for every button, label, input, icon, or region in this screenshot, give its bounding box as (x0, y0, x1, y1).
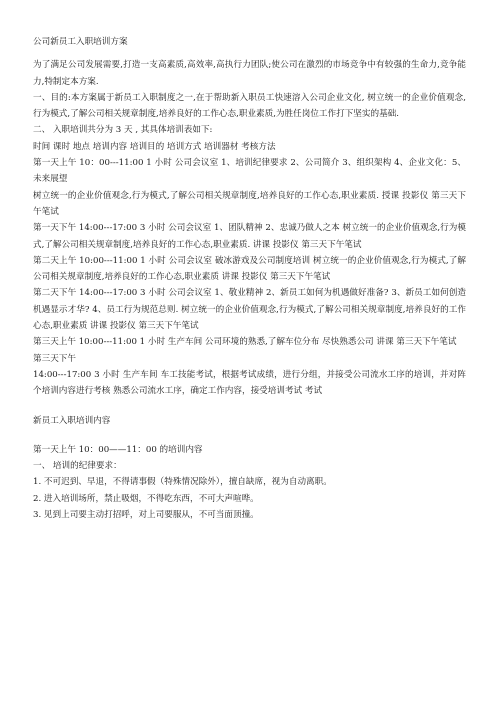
section-paragraph: 第一天上午 10：00——11：00 的培训内容 (33, 444, 203, 455)
schedule-row: 14:00---17:00 3 小时 生产车间 车工技能考试，根据考试成绩，进行分组，并接受公司流水工序的培训，并对阵个培训内容进行考核 熟悉公司流水工序，确定工作内容，接受培训考试 考试 (33, 369, 466, 397)
schedule-row: 第一天下午 14:00---17:00 3 小时 公司会议室 1、团队精神 2、忠诚乃做人之本 树立统一的企业价值观念,行为模式,了解公司相关规章制度,培养良好的工作心态,职业素质. 讲课 投影仪 第三天下午笔试 (33, 223, 466, 250)
intro-paragraph: 为了满足公司发展需要,打造一支高素质,高效率,高执行力团队;使公司在激烈的市场竞争中有较强的生命力,竞争能力,特制定本方案. (33, 60, 466, 87)
schedule-row: 第一天上午 10：00---11:00 1 小时 公司会议室 1、培训纪律要求 2、公司简介 3、组织架构 4、企业文化：5、未来展望 (33, 158, 466, 185)
schedule-intro: 二、 入职培训共分为 3 天 , 其具体培训表如下: (33, 125, 213, 136)
schedule-row: 第三天上午 10:00---11:00 1 小时 生产车间 公司环境的熟悉,了解车位分布 尽快熟悉公司 讲课 第三天下午笔试 (33, 337, 457, 348)
section-paragraph: 一、 培训的纪律要求： (33, 461, 122, 472)
schedule-header: 时间 课时 地点 培训内容 培训目的 培训方式 培训器材 考核方法 (33, 141, 276, 152)
schedule-row: 第三天下午 (33, 353, 76, 364)
rule-item: 2. 进入培训场所，禁止吸烟，不得吃东西，不可大声喧哗。 (33, 493, 259, 504)
schedule-row: 树立统一的企业价值观念,行为模式,了解公司相关规章制度,培养良好的工作心态,职业素质. 授课 投影仪 第三天下午笔试 (33, 190, 466, 217)
document-title: 公司新员工入职培训方案 (33, 37, 128, 47)
purpose-paragraph: 一、目的:本方案属于新员工入职制度之一,在于帮助新入职员工快速溶入公司企业文化, 树立统一的企业价值观念,行为模式,了解公司相关规章制度,培养良好的工作心态,职业素质,为胜任岗位工作打下坚实的基础. (33, 92, 466, 120)
rule-item: 3. 见到上司要主动打招呼，对上司要服从，不可当面顶撞。 (33, 510, 259, 521)
schedule-row: 第二天下午 14:00---17:00 3 小时 公司会议室 1、敬业精神 2、新员工如何为机遇做好准备? 3、新员工如何创造机遇显示才华? 4、员工行为规范总则. 树立统一的企业价值观念,行为模式,了解公司相关规章制度,培养良好的工作心态,职业素质 讲课 投影仪 第三天下午笔试 (33, 288, 466, 332)
rule-item: 1. 不可迟到、早退，不得请事假（特殊情况除外），擅自缺席，视为自动离职。 (33, 477, 332, 488)
section-title: 新员工入职培训内容 (33, 415, 111, 426)
document-body (33, 34, 466, 523)
schedule-row: 第二天上午 10:00---11:00 1 小时 公司会议室 破冰游戏及公司制度培训 树立统一的企业价值观念,行为模式,了解公司相关规章制度,培养良好的工作心态,职业素质 讲课 投影仪 第三天下午笔试 (33, 255, 466, 283)
